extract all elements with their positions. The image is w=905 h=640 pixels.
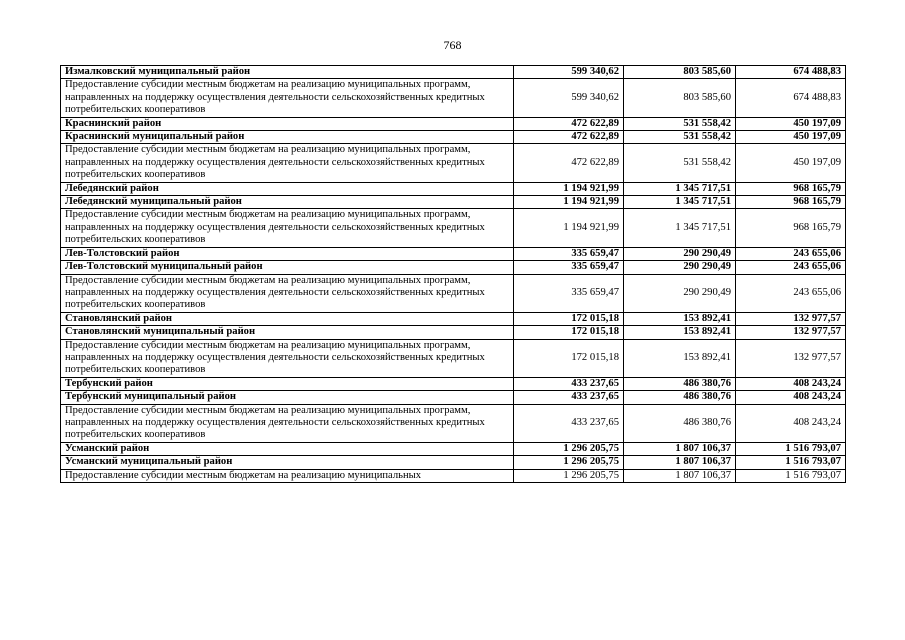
row-value-1-cell: 172 015,18	[514, 326, 624, 339]
budget-table-body	[61, 66, 846, 483]
row-value-3-cell: 132 977,57	[736, 339, 846, 377]
district-total-row	[61, 312, 846, 325]
row-value-1-cell: 472 622,89	[514, 144, 624, 182]
row-value-1-cell: 335 659,47	[514, 261, 624, 274]
row-value-1-cell: 1 296 205,75	[514, 442, 624, 455]
row-name-cell: Усманский район	[61, 442, 514, 455]
row-value-3-cell: 450 197,09	[736, 117, 846, 130]
row-name-cell: Предоставление субсидии местным бюджетам на реализацию муниципальных	[61, 469, 514, 482]
row-value-1-cell: 1 296 205,75	[514, 456, 624, 469]
district-total-row	[61, 377, 846, 390]
row-name-cell: Предоставление субсидии местным бюджетам на реализацию муниципальных программ, направленных на поддержку осуществления деятельности сельскохозяйственных кредитных потребительских кооперативов	[61, 404, 514, 442]
row-value-2-cell: 290 290,49	[624, 274, 736, 312]
row-value-2-cell: 531 558,42	[624, 144, 736, 182]
row-value-1-cell: 1 194 921,99	[514, 182, 624, 195]
subsidy-detail-row	[61, 209, 846, 247]
subsidy-detail-row	[61, 144, 846, 182]
row-name-cell: Лев-Толстовский район	[61, 247, 514, 260]
district-total-row	[61, 117, 846, 130]
row-value-2-cell: 1 807 106,37	[624, 442, 736, 455]
row-value-3-cell: 1 516 793,07	[736, 469, 846, 482]
district-total-row	[61, 442, 846, 455]
row-name-cell: Предоставление субсидии местным бюджетам на реализацию муниципальных программ, направленных на поддержку осуществления деятельности сельскохозяйственных кредитных потребительских кооперативов	[61, 79, 514, 117]
row-value-3-cell: 968 165,79	[736, 182, 846, 195]
district-total-row	[61, 261, 846, 274]
row-value-3-cell: 674 488,83	[736, 66, 846, 79]
row-name-cell: Предоставление субсидии местным бюджетам на реализацию муниципальных программ, направленных на поддержку осуществления деятельности сельскохозяйственных кредитных потребительских кооперативов	[61, 209, 514, 247]
row-value-2-cell: 803 585,60	[624, 79, 736, 117]
district-total-row	[61, 456, 846, 469]
row-value-3-cell: 408 243,24	[736, 404, 846, 442]
row-value-2-cell: 1 345 717,51	[624, 196, 736, 209]
row-name-cell: Становлянский муниципальный район	[61, 326, 514, 339]
row-value-1-cell: 433 237,65	[514, 391, 624, 404]
district-total-row	[61, 131, 846, 144]
row-value-1-cell: 433 237,65	[514, 377, 624, 390]
row-name-cell: Становлянский район	[61, 312, 514, 325]
row-value-3-cell: 968 165,79	[736, 196, 846, 209]
district-total-row	[61, 391, 846, 404]
row-value-1-cell: 335 659,47	[514, 274, 624, 312]
row-value-1-cell: 1 296 205,75	[514, 469, 624, 482]
row-value-3-cell: 1 516 793,07	[736, 456, 846, 469]
district-total-row	[61, 326, 846, 339]
row-value-1-cell: 335 659,47	[514, 247, 624, 260]
district-total-row	[61, 196, 846, 209]
row-value-1-cell: 1 194 921,99	[514, 196, 624, 209]
row-name-cell: Предоставление субсидии местным бюджетам на реализацию муниципальных программ, направленных на поддержку осуществления деятельности сельскохозяйственных кредитных потребительских кооперативов	[61, 339, 514, 377]
row-value-2-cell: 1 345 717,51	[624, 209, 736, 247]
row-value-2-cell: 153 892,41	[624, 326, 736, 339]
district-total-row	[61, 66, 846, 79]
row-value-1-cell: 172 015,18	[514, 339, 624, 377]
row-value-2-cell: 153 892,41	[624, 339, 736, 377]
row-value-2-cell: 486 380,76	[624, 377, 736, 390]
row-value-2-cell: 1 807 106,37	[624, 469, 736, 482]
row-value-3-cell: 968 165,79	[736, 209, 846, 247]
row-value-3-cell: 1 516 793,07	[736, 442, 846, 455]
row-value-1-cell: 433 237,65	[514, 404, 624, 442]
row-value-3-cell: 408 243,24	[736, 391, 846, 404]
budget-table	[60, 65, 846, 483]
row-value-2-cell: 153 892,41	[624, 312, 736, 325]
row-name-cell: Измалковский муниципальный район	[61, 66, 514, 79]
row-value-1-cell: 172 015,18	[514, 312, 624, 325]
subsidy-detail-row	[61, 404, 846, 442]
row-value-2-cell: 290 290,49	[624, 247, 736, 260]
row-name-cell: Тербунский район	[61, 377, 514, 390]
row-value-2-cell: 1 807 106,37	[624, 456, 736, 469]
row-value-2-cell: 531 558,42	[624, 117, 736, 130]
row-value-3-cell: 450 197,09	[736, 131, 846, 144]
row-value-3-cell: 408 243,24	[736, 377, 846, 390]
subsidy-detail-row	[61, 274, 846, 312]
row-value-2-cell: 486 380,76	[624, 404, 736, 442]
row-value-1-cell: 599 340,62	[514, 66, 624, 79]
row-name-cell: Усманский муниципальный район	[61, 456, 514, 469]
row-value-3-cell: 132 977,57	[736, 312, 846, 325]
row-value-1-cell: 472 622,89	[514, 117, 624, 130]
row-name-cell: Предоставление субсидии местным бюджетам на реализацию муниципальных программ, направленных на поддержку осуществления деятельности сельскохозяйственных кредитных потребительских кооперативов	[61, 144, 514, 182]
page-number: 768	[443, 38, 462, 52]
row-value-2-cell: 803 585,60	[624, 66, 736, 79]
subsidy-detail-row	[61, 339, 846, 377]
row-name-cell: Тербунский муниципальный район	[61, 391, 514, 404]
district-total-row	[61, 182, 846, 195]
subsidy-detail-row	[61, 79, 846, 117]
row-value-3-cell: 674 488,83	[736, 79, 846, 117]
row-name-cell: Лев-Толстовский муниципальный район	[61, 261, 514, 274]
row-value-1-cell: 599 340,62	[514, 79, 624, 117]
row-value-3-cell: 132 977,57	[736, 326, 846, 339]
row-name-cell: Краснинский район	[61, 117, 514, 130]
row-value-2-cell: 1 345 717,51	[624, 182, 736, 195]
row-name-cell: Предоставление субсидии местным бюджетам на реализацию муниципальных программ, направленных на поддержку осуществления деятельности сельскохозяйственных кредитных потребительских кооперативов	[61, 274, 514, 312]
row-value-3-cell: 450 197,09	[736, 144, 846, 182]
row-value-2-cell: 290 290,49	[624, 261, 736, 274]
row-name-cell: Лебедянский район	[61, 182, 514, 195]
row-value-3-cell: 243 655,06	[736, 247, 846, 260]
row-name-cell: Краснинский муниципальный район	[61, 131, 514, 144]
subsidy-detail-row	[61, 469, 846, 482]
row-value-3-cell: 243 655,06	[736, 274, 846, 312]
district-total-row	[61, 247, 846, 260]
row-value-3-cell: 243 655,06	[736, 261, 846, 274]
row-value-1-cell: 1 194 921,99	[514, 209, 624, 247]
row-name-cell: Лебедянский муниципальный район	[61, 196, 514, 209]
row-value-2-cell: 531 558,42	[624, 131, 736, 144]
row-value-2-cell: 486 380,76	[624, 391, 736, 404]
row-value-1-cell: 472 622,89	[514, 131, 624, 144]
